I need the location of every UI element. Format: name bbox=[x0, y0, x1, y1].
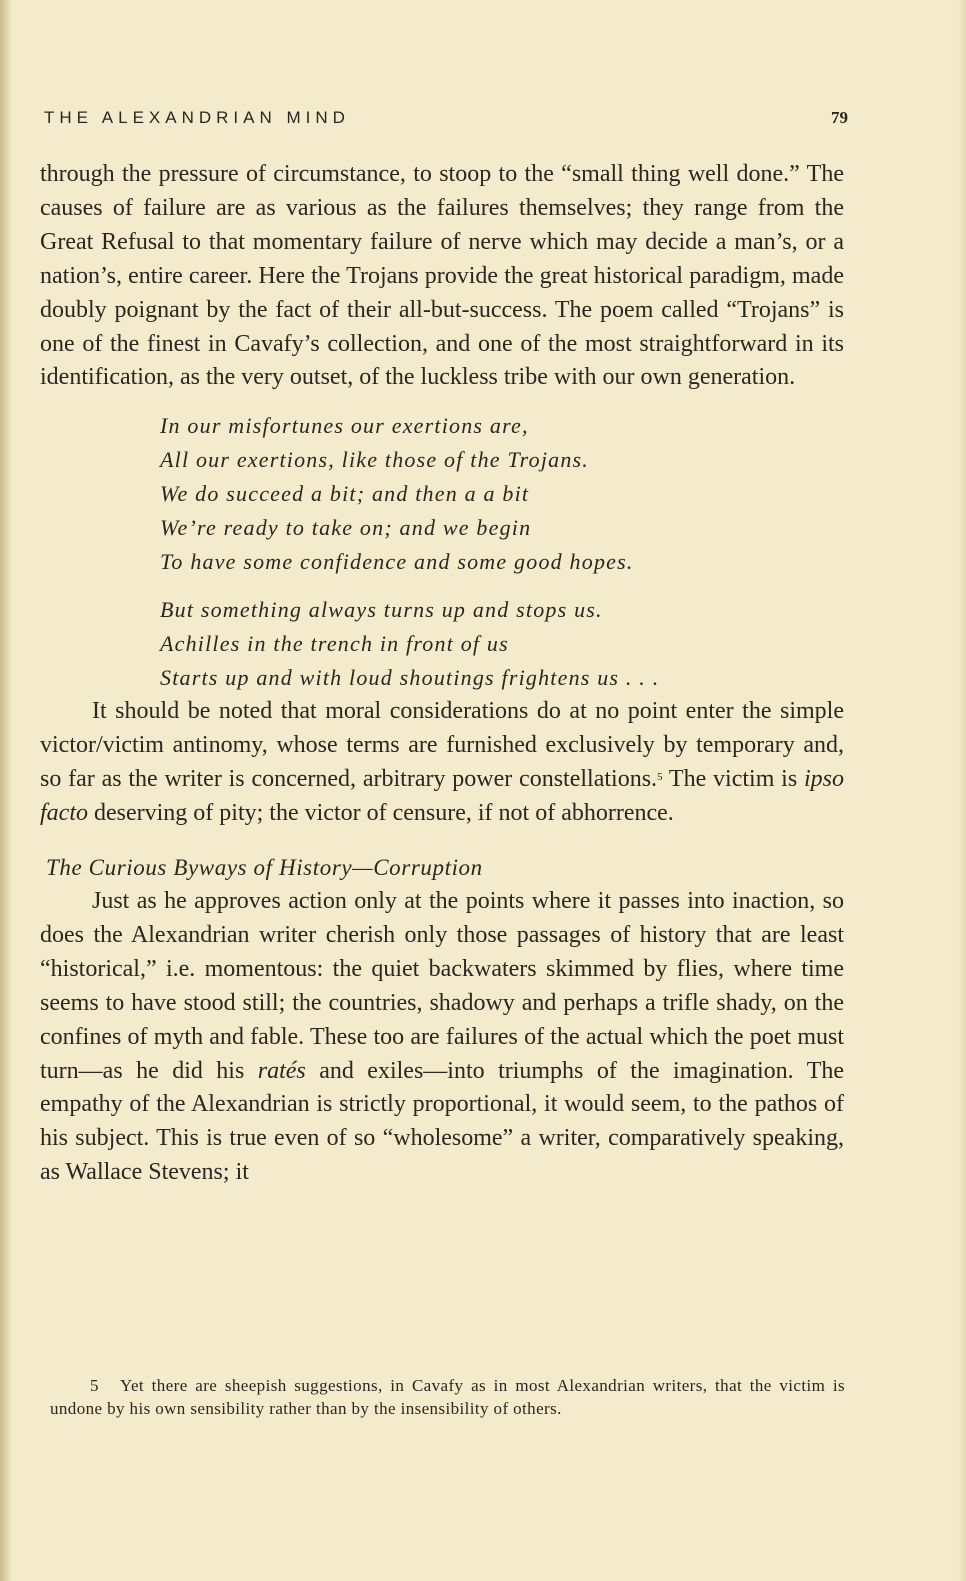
footnote-number: 5 bbox=[90, 1376, 99, 1395]
paragraph-2 bbox=[40, 695, 844, 831]
paragraph-2-text: It should be noted that moral considerations do at no point enter the simple victor/victim antinomy, whose terms are furnished exclusively by temporary and, so far as the writer is concerned, arbitrary power constellations. bbox=[40, 698, 844, 793]
poem-line: All our exertions, like those of the Trojans. bbox=[160, 447, 589, 473]
poem-line: To have some confidence and some good hopes. bbox=[160, 549, 634, 575]
page-number: 79 bbox=[831, 108, 848, 127]
paragraph-3-text: Just as he approves action only at the points where it passes into inaction, so does the Alexandrian writer cherish only those passages of history that are least “historical,” i.e. momentous: the quiet backwaters skimmed by flies, where time seems to have stood still; the countries, shadowy and perhaps a trifle shady, on the confines of myth and fable. These too are failures of the actual which the poet must turn—as he did his bbox=[40, 887, 844, 1084]
poem-line: But something always turns up and stops us. bbox=[160, 597, 603, 623]
italic-term: ipso facto bbox=[40, 766, 844, 827]
poem-line: Starts up and with loud shoutings frightens us . . . bbox=[160, 665, 660, 691]
footnote bbox=[50, 1374, 845, 1420]
poem-excerpt bbox=[160, 409, 844, 695]
poem-line: Achilles in the trench in front of us bbox=[160, 631, 509, 657]
footnote-text: Yet there are sheepish suggestions, in Cavafy as in most Alexandrian writers, that the victim is undone by his own sensibility rather than by the insensibility of others. bbox=[50, 1376, 845, 1418]
poem-line: In our misfortunes our exertions are, bbox=[160, 413, 529, 439]
running-title: THE ALEXANDRIAN MIND bbox=[44, 108, 350, 127]
page-left-edge bbox=[0, 0, 12, 1581]
footnote-reference: 5 bbox=[657, 771, 663, 784]
paragraph-3 bbox=[40, 885, 844, 1190]
poem-line: We’re ready to take on; and we begin bbox=[160, 515, 532, 541]
paragraph-1: through the pressure of circumstance, to stoop to the “small thing well done.” The causes of failure are as various as the failures themselves; they range from the Great Refusal to that momentary failure of nerve which may decide a man’s, or a nation’s, entire career. Here the Trojans provide the great historical paradigm, made doubly poignant by the fact of their all-but-success. The poem called “Trojans” is one of the finest in Cavafy’s collection, and one of the most straightforward in its identification, as the very outset, of the luckless tribe with our own generation. bbox=[40, 161, 844, 391]
paragraph-2-text: The victim is bbox=[662, 766, 804, 793]
running-header bbox=[44, 108, 848, 132]
paragraph-2-text: deserving of pity; the victor of censure, if not of abhorrence. bbox=[88, 800, 674, 827]
italic-term: ratés bbox=[257, 1057, 306, 1084]
poem-line: We do succeed a bit; and then a a bit bbox=[160, 481, 530, 507]
body-text bbox=[40, 158, 844, 1190]
page-right-edge bbox=[958, 0, 966, 1581]
section-heading: The Curious Byways of History—Corruption bbox=[46, 854, 483, 880]
paragraph-3-text: and exiles—into triumphs of the imagination. The empathy of the Alexandrian is strictly proportional, it would seem, to the pathos of his subject. This is true even of so “wholesome” a writer, comparatively speaking, as Wallace Stevens; it bbox=[40, 1057, 845, 1186]
poem-stanza-1 bbox=[160, 409, 844, 579]
poem-stanza-2 bbox=[160, 593, 844, 695]
